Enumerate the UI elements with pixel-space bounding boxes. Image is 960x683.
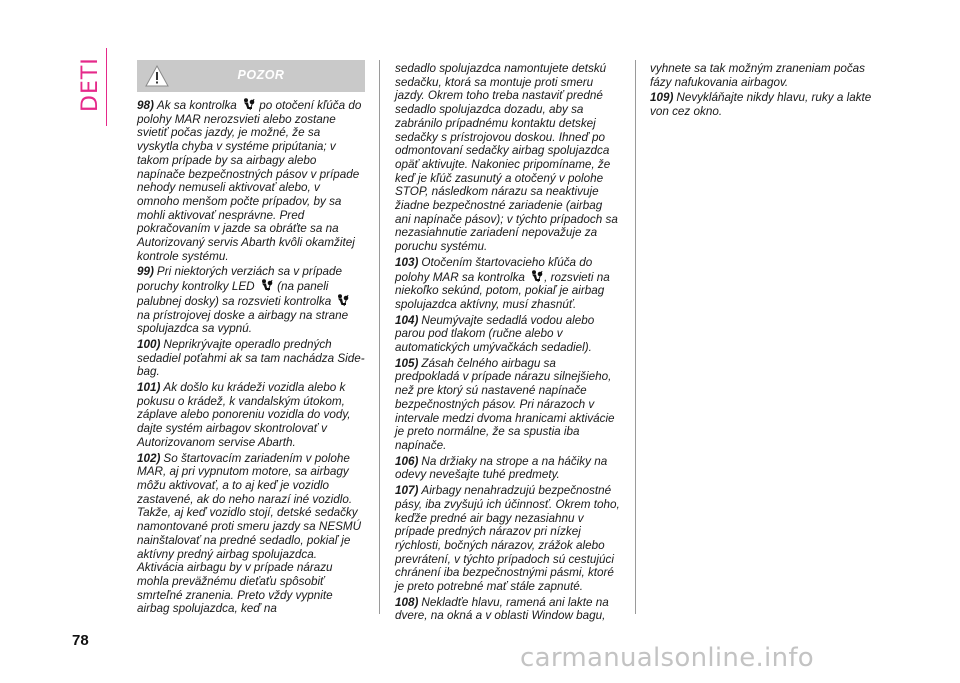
warning-item-105: 105) Zásah čelného airbagu sa predpokladá v prípade nárazu silnejšieho, než pre ktorý sú nastavené napínače bezpečnostných pásov. Pri nárazoch v intervale medzi dvoma hranicami aktivácie je preto normálne, že sa spustia iba napínače.: [395, 356, 615, 452]
warning-item-109: 109) Nevykláňajte nikdy hlavu, ruky a lakte von cez okno.: [650, 91, 872, 119]
passenger-airbag-off-icon: [241, 98, 255, 111]
warning-item-103: 103) Otočením štartovacieho kľúča do polohy MAR sa kontrolka , rozsvieti na niekoľko sekúnd, potom, pokiaľ je airbag spolujazdca aktívny, musí zhasnúť.: [395, 255, 610, 311]
warning-item-99: 99) Pri niektorých verziách sa v prípade poruchy kontrolky LED (na paneli palubnej dosky) sa rozsvieti kontrolka na prístrojovej doske a airbagy na strane spolujazdca sa vypnú.: [137, 265, 349, 336]
column-1: [137, 60, 365, 618]
column-2: [395, 62, 621, 625]
column-3: [650, 62, 872, 121]
warning-item-102-continued: sedadlo spolujazdca namontujete detskú sedačku, ktorá sa montuje proti smeru jazdy. Okrem toho treba nastaviť predné sedadlo spolujazdca dozadu, aby sa zabránilo prípadnému kontaktu detskej sedačky s prístrojovou doskou. Ihneď po odmontovaní sedačky airbag spolujazdca opäť aktivujte. Nakoniec pripomíname, že keď je kľúč zasunutý a otočený v polohe STOP, následkom nárazu sa neaktivuje žiadne bezpečnostné zariadenie (airbag ani napínače pásov); v týchto prípadoch sa nezasiahnutie zariadení nepovažuje za poruchu systému.: [395, 62, 618, 254]
warning-header: [137, 60, 365, 92]
passenger-airbag-off-icon: [259, 279, 273, 292]
warning-item-108: 108) Nekladťe hlavu, ramená ani lakte na dvere, na okná a v oblasti Window bagu,: [395, 595, 609, 623]
warning-item-100: 100) Neprikrývajte operadlo predných sedadiel poťahmi ak sa tam nachádza Side-bag.: [137, 337, 365, 379]
warning-item-108-continued: vyhnete sa tak možným zraneniam počas fázy nafukovania airbagov.: [650, 62, 866, 89]
section-title: DETI: [78, 57, 103, 113]
warning-item-101: 101) Ak došlo ku krádeži vozidla alebo k pokusu o krádež, k vandalským útokom, záplave alebo ponoreniu vozidla do vody, dajte systém airbagov skontrolovať v Autorizovanom servise Abarth.: [137, 381, 351, 449]
warning-item-107: 107) Airbagy nenahradzujú bezpečnostné pásy, iba zvyšujú ich účinnosť. Okrem toho, keďže predné air bagy nezasiahnu v prípade predných nárazov pri nízkej rýchlosti, bočných nárazov, zrážok alebo prevrátení, v týchto prípadoch sú cestujúci chránení iba bezpečnostnými pásmi, ktoré je preto potrebné mať stále zapnuté.: [395, 484, 620, 594]
warning-item-98: 98) Ak sa kontrolka po otočení kľúča do polohy MAR nerozsvieti alebo zostane svietiť počas jazdy, je možné, že sa vyskytla chyba v systéme pripútania; v takom prípade by sa airbagy alebo napínače bezpečnostných pásov v prípade nehody nemuseli aktivovať alebo, v omnoho menšom počte prípadov, by sa mohli aktivovať nesprávne. Pred pokračovaním v jazde sa obráťte sa na Autorizovaný servis Abarth kvôli okamžitej kontrole systému.: [137, 99, 362, 263]
warning-item-102: 102) So štartovacím zariadením v polohe MAR, aj pri vypnutom motore, sa airbagy môžu aktivovať, a to aj keď je vozidlo zastavené, ak do neho narazí iné vozidlo. Takže, aj keď vozidlo stojí, detské sedačky namontované proti smeru jazdy sa NESMÚ nainštalovať na predné sedadlo, pokiaľ je aktívny predný airbag spolujazdca. Aktivácia airbagu by v prípade nárazu mohla preväžnému dieťaťu spôsobiť smrteľné zranenia. Preto vždy vypnite airbag spolujazdca, keď na: [137, 451, 362, 616]
passenger-airbag-off-icon: [529, 270, 543, 283]
warning-item-104: 104) Neumývajte sedadlá vodou alebo parou pod tlakom (ručne alebo v automatických umývačkách sedadiel).: [395, 313, 595, 355]
watermark: carmanualsonline.info: [520, 643, 815, 673]
column-divider: [379, 60, 380, 614]
page-number: 78: [72, 632, 89, 649]
passenger-airbag-off-icon: [335, 294, 349, 307]
warning-item-106: 106) Na držiaky na strope a na háčiky na odevy nevešajte tuhé predmety.: [395, 454, 608, 482]
column-divider: [635, 60, 636, 614]
warning-title: POZOR: [237, 68, 285, 82]
